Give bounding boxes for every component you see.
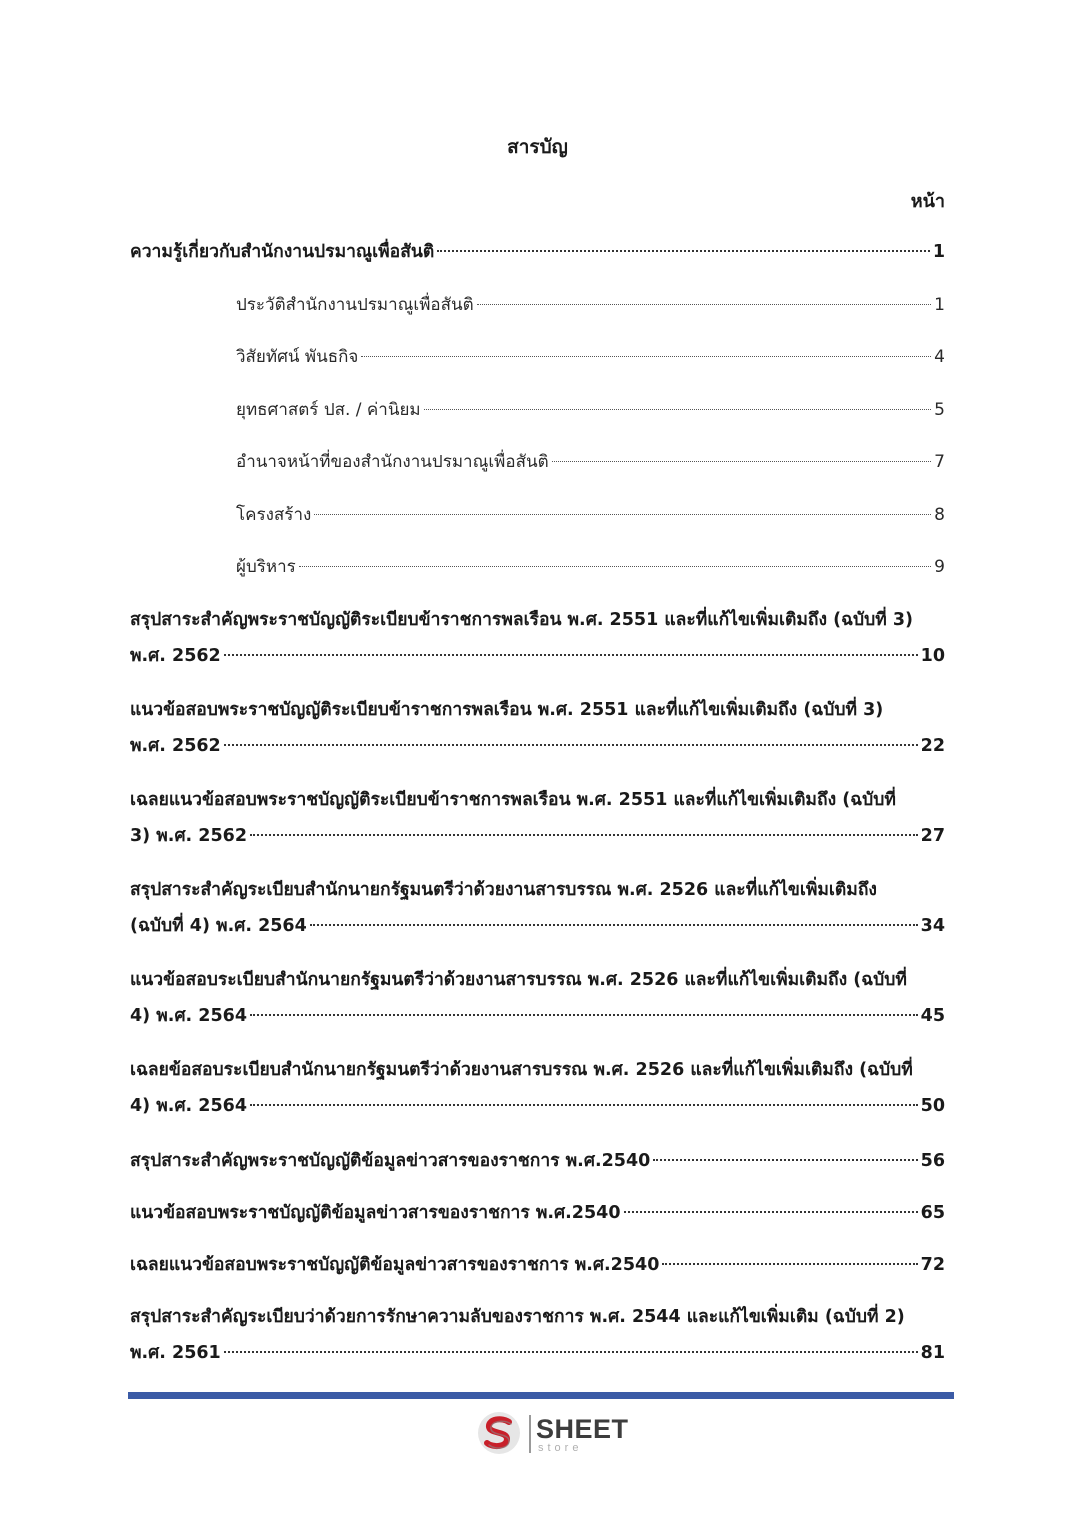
toc-entry-page: 27 <box>920 826 945 846</box>
sheet-store-s-mark-icon <box>476 1410 522 1456</box>
toc-entry-page: 34 <box>920 916 945 936</box>
toc-entry-label: แนวข้อสอบพระราชบัญญัติข้อมูลข่าวสารของราชการ พ.ศ.2540 <box>130 1203 621 1223</box>
toc-entry-label-line2: 4) พ.ศ. 2564 <box>130 1006 248 1026</box>
toc-entry-page: 1 <box>934 295 945 315</box>
toc-entry-label-line2: พ.ศ. 2561 <box>130 1343 221 1363</box>
toc-entry-page: 4 <box>934 347 945 367</box>
toc-entry-label-line1: เฉลยแนวข้อสอบพระราชบัญญัติระเบียบข้าราชการพลเรือน พ.ศ. 2551 และที่แก้ไขเพิ่มเติมถึง (ฉบับที่ <box>130 790 896 810</box>
dot-leader <box>314 514 931 515</box>
dot-leader <box>224 1351 918 1353</box>
toc-entry[interactable] <box>130 1202 945 1224</box>
dot-leader <box>552 461 932 462</box>
dot-leader <box>437 250 930 252</box>
toc-entry-page: 56 <box>920 1151 945 1171</box>
toc-entry-label: อำนาจหน้าที่ของสำนักงานปรมาณูเพื่อสันติ <box>236 452 549 472</box>
toc-entry-label: ความรู้เกี่ยวกับสำนักงานปรมาณูเพื่อสันติ <box>130 242 435 262</box>
toc-entry-page: 45 <box>920 1006 945 1026</box>
toc-entry-label-line2: พ.ศ. 2562 <box>130 736 221 756</box>
toc-entry-label: เฉลยแนวข้อสอบพระราชบัญญัติข้อมูลข่าวสารของราชการ พ.ศ.2540 <box>130 1255 660 1275</box>
toc-entry[interactable] <box>130 1059 945 1117</box>
toc-entry-page: 81 <box>920 1343 945 1363</box>
dot-leader <box>250 1014 918 1016</box>
toc-entry-label-line1: เฉลยข้อสอบระเบียบสำนักนายกรัฐมนตรีว่าด้วยงานสารบรรณ พ.ศ. 2526 และที่แก้ไขเพิ่มเติมถึง (ฉบับที่ <box>130 1060 913 1080</box>
toc-entry[interactable] <box>130 609 945 667</box>
toc-entry[interactable] <box>130 1254 945 1276</box>
dot-leader <box>299 566 931 567</box>
dot-leader <box>224 654 918 656</box>
footer-rule <box>128 1392 954 1399</box>
dot-leader <box>662 1263 917 1265</box>
toc-entry-page: 10 <box>920 646 945 666</box>
dot-leader <box>310 924 918 926</box>
toc-entry[interactable] <box>130 241 945 263</box>
toc-entry-page: 7 <box>934 452 945 472</box>
toc-entry-label-line1: แนวข้อสอบระเบียบสำนักนายกรัฐมนตรีว่าด้วยงานสารบรรณ พ.ศ. 2526 และที่แก้ไขเพิ่มเติมถึง (ฉบับที่ <box>130 970 907 990</box>
logo-word: SHEET <box>536 1414 629 1444</box>
toc-entry-label: ยุทธศาสตร์ ปส. / ค่านิยม <box>236 400 421 420</box>
dot-leader <box>477 304 932 305</box>
toc-subentry[interactable] <box>236 399 945 421</box>
toc-entry[interactable] <box>130 1306 945 1364</box>
toc-subentry[interactable] <box>236 451 945 473</box>
toc-entry-label-line2: 4) พ.ศ. 2564 <box>130 1096 248 1116</box>
dot-leader <box>653 1159 917 1161</box>
toc-subentry[interactable] <box>236 556 945 578</box>
toc-entry-page: 65 <box>920 1203 945 1223</box>
sheet-store-logo <box>476 1410 636 1458</box>
toc-subentry[interactable] <box>236 294 945 316</box>
toc-subentry[interactable] <box>236 504 945 526</box>
dot-leader <box>424 409 932 410</box>
toc-title: สารบัญ <box>507 136 568 158</box>
toc-entry[interactable] <box>130 789 945 847</box>
toc-entry-label-line2: 3) พ.ศ. 2562 <box>130 826 248 846</box>
dot-leader <box>361 356 931 357</box>
toc-entry-page: 1 <box>932 242 945 262</box>
toc-entry-label-line1: แนวข้อสอบพระราชบัญญัติระเบียบข้าราชการพลเรือน พ.ศ. 2551 และที่แก้ไขเพิ่มเติมถึง (ฉบับที่ 3) <box>130 700 884 720</box>
toc-entry-label: วิสัยทัศน์ พันธกิจ <box>236 347 359 367</box>
dot-leader <box>250 834 918 836</box>
toc-entry-page: 72 <box>920 1255 945 1275</box>
dot-leader <box>250 1104 918 1106</box>
toc-entry-page: 50 <box>920 1096 945 1116</box>
logo-divider <box>529 1415 531 1453</box>
toc-entry[interactable] <box>130 699 945 757</box>
toc-entry[interactable] <box>130 1150 945 1172</box>
toc-entry-label-line1: สรุปสาระสำคัญระเบียบว่าด้วยการรักษาความลับของราชการ พ.ศ. 2544 และแก้ไขเพิ่มเติม (ฉบับที่ 2) <box>130 1307 905 1327</box>
toc-entry-page: 5 <box>934 400 945 420</box>
toc-entry-label: โครงสร้าง <box>236 505 312 525</box>
dot-leader <box>624 1211 918 1213</box>
toc-entry-page: 8 <box>934 505 945 525</box>
toc-entry-label-line2: (ฉบับที่ 4) พ.ศ. 2564 <box>130 916 307 936</box>
toc-entry[interactable] <box>130 969 945 1027</box>
toc-entry[interactable] <box>130 879 945 937</box>
toc-entry-label-line2: พ.ศ. 2562 <box>130 646 221 666</box>
logo-subword: store <box>538 1442 583 1454</box>
toc-subentry[interactable] <box>236 346 945 368</box>
toc-entry-label-line1: สรุปสาระสำคัญพระราชบัญญัติระเบียบข้าราชการพลเรือน พ.ศ. 2551 และที่แก้ไขเพิ่มเติมถึง (ฉบับที่ 3) <box>130 610 914 630</box>
toc-entry-label-line1: สรุปสาระสำคัญระเบียบสำนักนายกรัฐมนตรีว่าด้วยงานสารบรรณ พ.ศ. 2526 และที่แก้ไขเพิ่มเติมถึง <box>130 880 877 900</box>
toc-entry-label: ประวัติสำนักงานปรมาณูเพื่อสันติ <box>236 295 474 315</box>
toc-entry-page: 9 <box>934 557 945 577</box>
toc-entry-label: สรุปสาระสำคัญพระราชบัญญัติข้อมูลข่าวสารของราชการ พ.ศ.2540 <box>130 1151 651 1171</box>
toc-entry-page: 22 <box>920 736 945 756</box>
dot-leader <box>224 744 918 746</box>
page-column-header: หน้า <box>910 191 945 212</box>
toc-entry-label: ผู้บริหาร <box>236 557 296 577</box>
